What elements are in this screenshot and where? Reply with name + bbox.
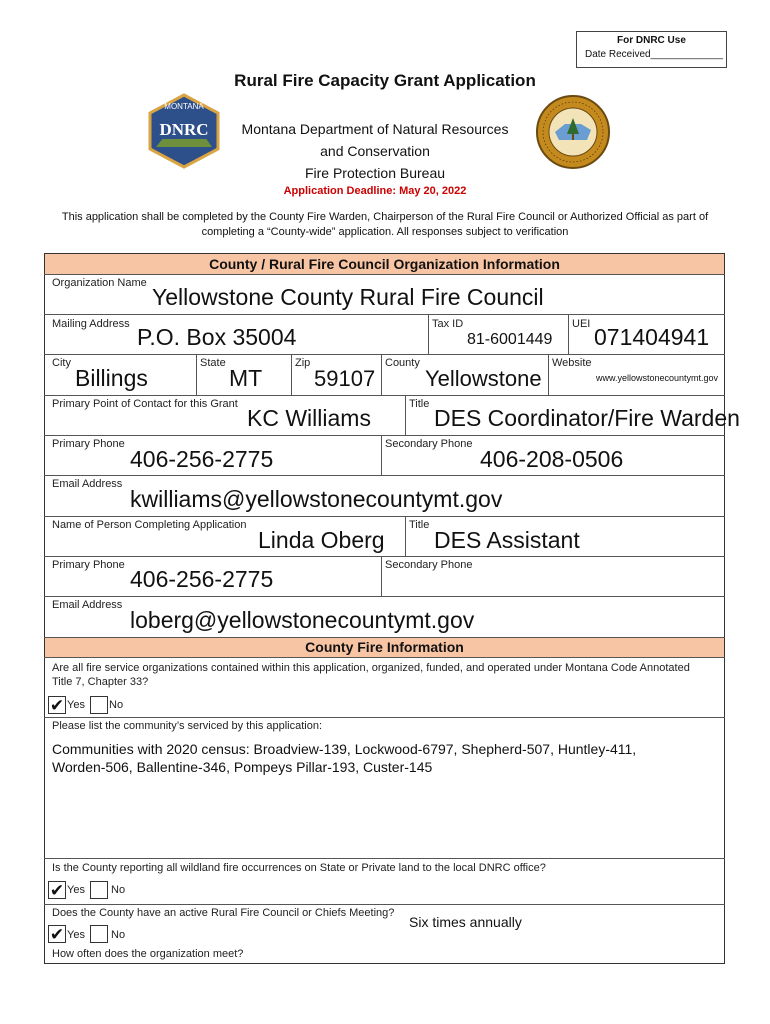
- mailing-address-field[interactable]: P.O. Box 35004: [137, 324, 297, 350]
- divider: [44, 395, 725, 396]
- divider: [44, 516, 725, 517]
- q4-no-checkbox[interactable]: [90, 925, 108, 943]
- org-name-field[interactable]: Yellowstone County Rural Fire Council: [152, 284, 544, 310]
- divider: [44, 717, 725, 718]
- divider: [405, 395, 406, 435]
- completer-phone-field[interactable]: 406-256-2775: [130, 566, 274, 592]
- communities-field[interactable]: [52, 740, 636, 776]
- completer-secondary-label: Secondary Phone: [385, 559, 473, 571]
- q4-yes-label: Yes: [67, 929, 85, 941]
- divider: [381, 354, 382, 395]
- svg-text:MONTANA: MONTANA: [164, 102, 204, 111]
- q1-yes-checkbox[interactable]: ✔: [49, 696, 65, 715]
- divider: [44, 556, 725, 557]
- intro-line-1: This application shall be completed by the County Fire Warden, Chairperson of the Rural Fire Council or Authorized Official as part of: [61, 211, 709, 223]
- org-name-label: Organization Name: [52, 277, 147, 289]
- divider: [291, 354, 292, 395]
- divider: [428, 314, 429, 354]
- uei-field[interactable]: 071404941: [594, 324, 710, 350]
- divider: [44, 314, 725, 315]
- completer-title-label: Title: [409, 519, 430, 531]
- state-label: State: [200, 357, 226, 369]
- county-field[interactable]: Yellowstone: [425, 366, 542, 391]
- website-field[interactable]: www.yellowstonecountymt.gov: [596, 373, 719, 383]
- secondary-phone-field[interactable]: 406-208-0506: [480, 446, 624, 472]
- question-4: Does the County have an active Rural Fire Council or Chiefs Meeting?: [52, 907, 395, 919]
- intro-line-2: completing a “County-wide” application. All responses subject to verification: [201, 226, 569, 238]
- fire-section-title: County Fire Information: [45, 638, 724, 657]
- completer-label: Name of Person Completing Application: [52, 519, 247, 531]
- completer-title-field[interactable]: DES Assistant: [434, 527, 580, 553]
- mailing-address-label: Mailing Address: [52, 318, 130, 330]
- q3-no-label: No: [111, 884, 126, 896]
- divider: [44, 354, 725, 355]
- q1-yes-label: Yes: [67, 699, 85, 711]
- divider: [381, 556, 382, 596]
- county-label: County: [385, 357, 420, 369]
- tax-id-field[interactable]: 81-6001449: [467, 331, 553, 348]
- svg-text:DNRC: DNRC: [159, 120, 209, 139]
- q4-yes-checkbox[interactable]: ✔: [49, 925, 65, 944]
- completer-field[interactable]: Linda Oberg: [258, 527, 385, 553]
- email-field[interactable]: kwilliams@yellowstonecountymt.gov: [130, 486, 503, 512]
- zip-field[interactable]: 59107: [314, 366, 376, 391]
- org-section-title: County / Rural Fire Council Organization Information: [45, 254, 724, 274]
- primary-phone-field[interactable]: 406-256-2775: [130, 446, 274, 472]
- dept-line-3: Fire Protection Bureau: [304, 165, 446, 181]
- completer-email-field[interactable]: loberg@yellowstonecountymt.gov: [130, 607, 475, 633]
- poc-title-field[interactable]: DES Coordinator/Fire Warden: [434, 405, 740, 431]
- page-title: Rural Fire Capacity Grant Application: [234, 71, 536, 90]
- date-received-label: Date Received_____________: [585, 49, 723, 60]
- completer-phone-label: Primary Phone: [52, 559, 125, 571]
- q3-no-checkbox[interactable]: [90, 881, 108, 899]
- divider: [44, 274, 725, 275]
- city-label: City: [52, 357, 71, 369]
- uei-label: UEI: [572, 318, 591, 330]
- dnrc-use-box: [576, 31, 727, 68]
- secondary-phone-label: Secondary Phone: [385, 438, 473, 450]
- poc-title-label: Title: [409, 398, 430, 410]
- state-field[interactable]: MT: [229, 365, 263, 391]
- poc-field[interactable]: KC Williams: [247, 405, 371, 431]
- dnrc-logo: [146, 93, 222, 169]
- city-field[interactable]: Billings: [75, 365, 148, 391]
- question-3: Is the County reporting all wildland fire occurrences on State or Private land to the local DNRC office?: [52, 862, 546, 874]
- dept-line-1: Montana Department of Natural Resources: [241, 121, 509, 137]
- q4-no-label: No: [111, 929, 126, 941]
- website-label: Website: [552, 357, 592, 369]
- zip-label: Zip: [295, 357, 311, 369]
- q3-yes-label: Yes: [67, 884, 85, 896]
- divider: [405, 516, 406, 556]
- divider: [44, 475, 725, 476]
- completer-email-label: Email Address: [52, 599, 123, 611]
- divider: [44, 657, 725, 658]
- divider: [196, 354, 197, 395]
- divider: [548, 354, 549, 395]
- meeting-frequency-field[interactable]: Six times annually: [409, 914, 522, 930]
- question-5: How often does the organization meet?: [52, 948, 244, 960]
- primary-phone-label: Primary Phone: [52, 438, 125, 450]
- q3-yes-checkbox[interactable]: ✔: [49, 881, 65, 900]
- intro-text: [44, 210, 726, 240]
- dept-line-2: and Conservation: [320, 143, 430, 159]
- q1-no-label: No: [109, 699, 124, 711]
- question-1: [52, 661, 722, 689]
- q1-no-checkbox[interactable]: [90, 696, 108, 714]
- divider: [44, 858, 725, 859]
- question-1-line-2: Title 7, Chapter 33?: [52, 676, 149, 688]
- fire-protection-seal: [535, 94, 611, 170]
- divider: [568, 314, 569, 354]
- communities-line-1: Communities with 2020 census: Broadview-139, Lockwood-6797, Shepherd-507, Huntley-411,: [52, 741, 637, 757]
- question-2: Please list the community’s serviced by this application:: [52, 720, 323, 732]
- tax-id-label: Tax ID: [432, 318, 464, 330]
- application-deadline: Application Deadline: May 20, 2022: [283, 185, 467, 197]
- dnrc-use-title: For DNRC Use: [617, 35, 686, 46]
- poc-label: Primary Point of Contact for this Grant: [52, 398, 238, 410]
- question-1-line-1: Are all fire service organizations contained within this application, organized, funded, and operated under Montana Code Annotated: [52, 662, 690, 674]
- divider: [381, 435, 382, 475]
- communities-line-2: Worden-506, Ballentine-346, Pompeys Pillar-193, Custer-145: [52, 759, 433, 775]
- email-label: Email Address: [52, 478, 123, 490]
- divider: [44, 596, 725, 597]
- divider: [44, 435, 725, 436]
- divider: [44, 904, 725, 905]
